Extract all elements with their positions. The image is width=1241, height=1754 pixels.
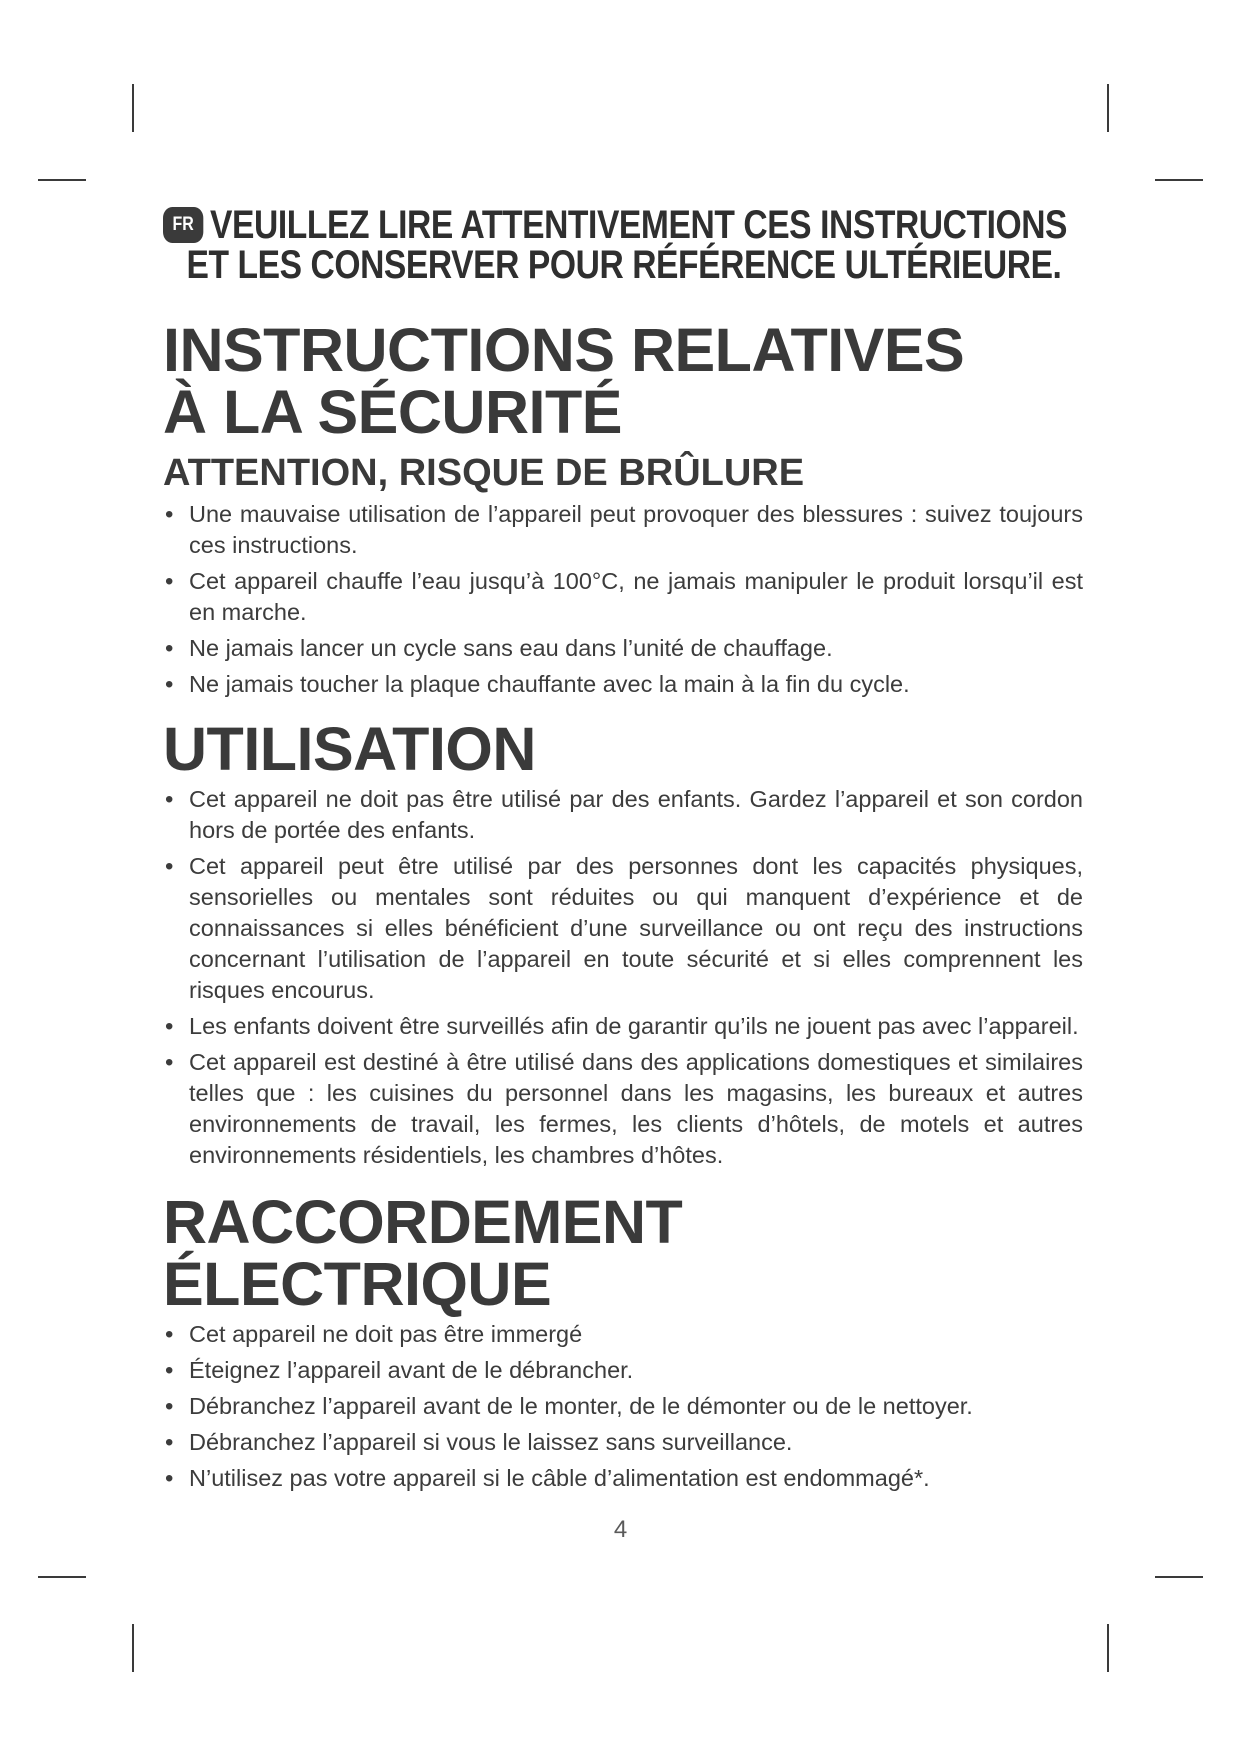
burn-risk-subtitle: ATTENTION, RISQUE DE BRÛLURE [163,452,805,494]
crop-mark-bottom-right-horizontal [1155,1576,1203,1578]
crop-mark-bottom-left-horizontal [38,1576,86,1578]
list-item: • Cet appareil ne doit pas être immergé [163,1319,1083,1350]
usage-title: UTILISATION [163,715,536,783]
safety-title-line-2: À LA SÉCURITÉ [163,378,622,446]
crop-mark-bottom-left-vertical [132,1624,134,1672]
safety-list [163,499,1083,700]
banner-line-1: VEUILLEZ LIRE ATTENTIVEMENT CES INSTRUCTIONS [210,203,1068,247]
crop-mark-top-left-vertical [132,84,134,132]
crop-mark-top-right-horizontal [1155,179,1203,181]
list-item: • Ne jamais lancer un cycle sans eau dans l’unité de chauffage. [163,633,1083,664]
crop-mark-bottom-right-vertical [1107,1624,1109,1672]
read-instructions-banner [163,205,1087,285]
language-badge-fr: FR [163,207,203,243]
list-item: • Les enfants doivent être surveillés afin de garantir qu’ils ne jouent pas avec l’appareil. [163,1011,1083,1042]
crop-mark-top-left-horizontal [38,179,86,181]
electrical-list [163,1319,1083,1494]
list-item: • Débranchez l’appareil avant de le monter, de le démonter ou de le nettoyer. [163,1391,1083,1422]
usage-list [163,784,1083,1171]
list-item: • Éteignez l’appareil avant de le débrancher. [163,1355,1083,1386]
page-number: 4 [613,1516,628,1543]
list-item: • Une mauvaise utilisation de l’appareil peut provoquer des blessures : suivez toujours ces instructions. [163,499,1083,561]
list-item: • Ne jamais toucher la plaque chauffante avec la main à la fin du cycle. [163,669,1083,700]
banner-line-2: ET LES CONSERVER POUR RÉFÉRENCE ULTÉRIEURE. [186,243,1062,287]
list-item: • Cet appareil ne doit pas être utilisé par des enfants. Gardez l’appareil et son cordon hors de portée des enfants. [163,784,1083,846]
list-item: • Cet appareil peut être utilisé par des personnes dont les capacités physiques, sensorielles ou mentales sont réduites ou qui manquent d’expérience et de connaissances si elles bénéficient d’une surveillance ou ont reçu des instructions concernant l’utilisation de l’appareil en toute sécurité et si elles comprennent les risques encourus. [163,851,1083,1006]
list-item: • N’utilisez pas votre appareil si le câble d’alimentation est endommagé*. [163,1463,1083,1494]
electrical-title: RACCORDEMENT ÉLECTRIQUE [163,1188,683,1318]
safety-title-line-1: INSTRUCTIONS RELATIVES [163,316,965,384]
list-item: • Débranchez l’appareil si vous le laissez sans surveillance. [163,1427,1083,1458]
crop-mark-top-right-vertical [1107,84,1109,132]
page-content [163,205,1083,1499]
list-item: • Cet appareil est destiné à être utilisé dans des applications domestiques et similaires telles que : les cuisines du personnel dans les magasins, les bureaux et autres environnements de travail, les fermes, les clients d’hôtels, de motels et autres environnements résidentiels, les chambres d’hôtes. [163,1047,1083,1171]
list-item: • Cet appareil chauffe l’eau jusqu’à 100°C, ne jamais manipuler le produit lorsqu’il est en marche. [163,566,1083,628]
